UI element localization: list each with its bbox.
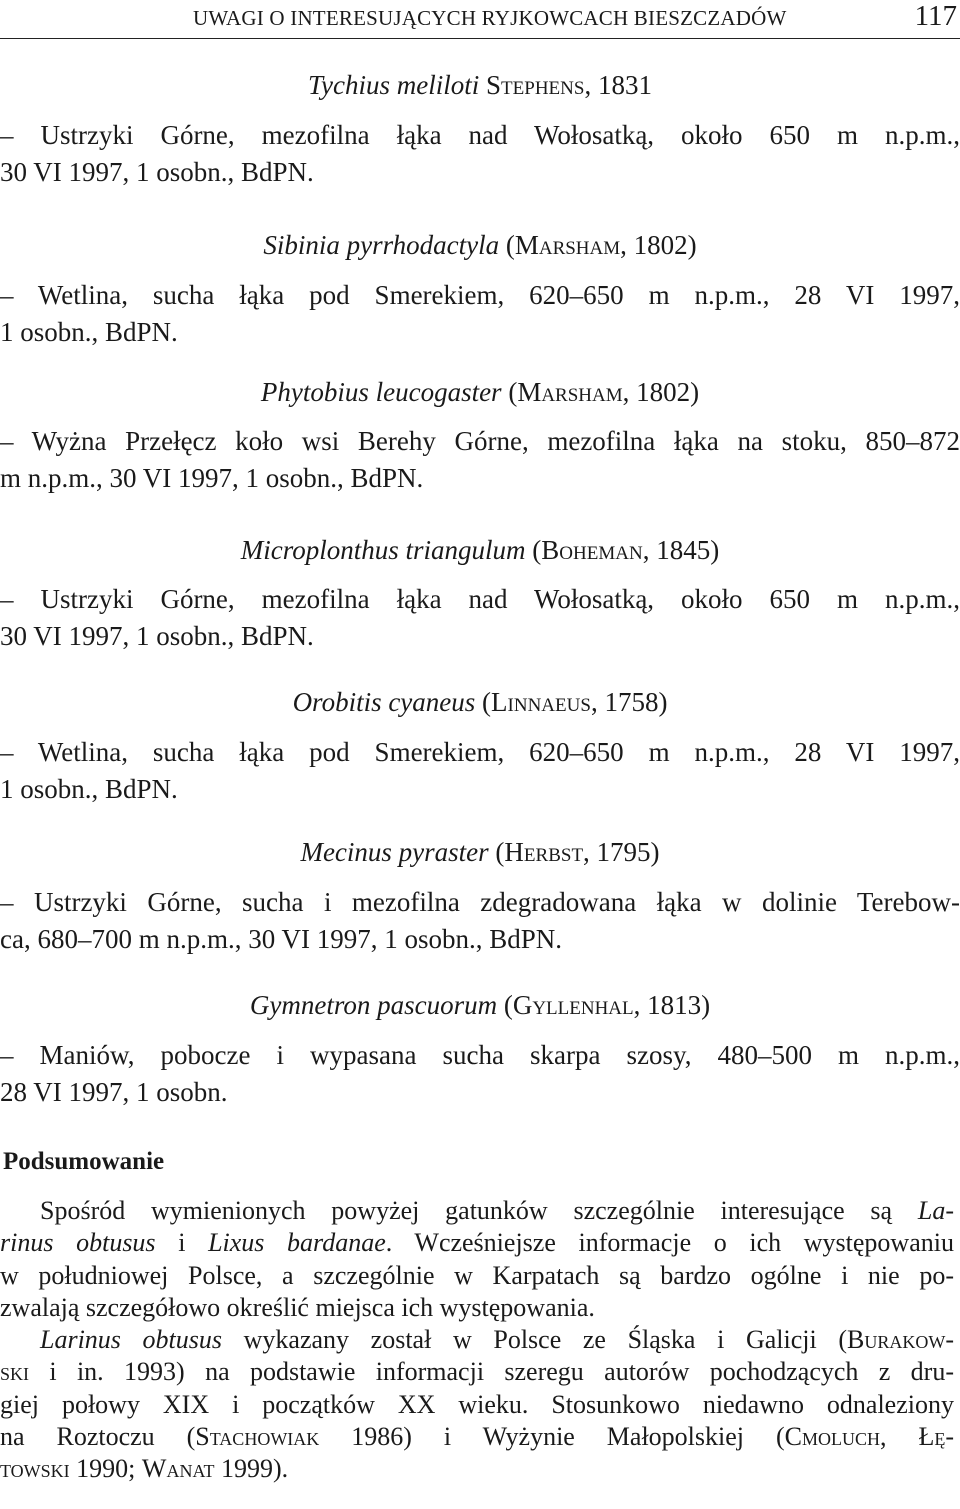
record-line: – Ustrzyki Górne, mezofilna łąka nad Wołosatką, około 650 m n.p.m., xyxy=(0,584,960,614)
species-name: Mecinus pyraster xyxy=(300,837,489,867)
species-author: Stephens xyxy=(486,70,585,100)
paragraph-line xyxy=(0,1453,954,1485)
record-line: ca, 680–700 m n.p.m., 30 VI 1997, 1 osobn., BdPN. xyxy=(0,924,563,954)
summary-paragraph-1 xyxy=(0,1195,954,1324)
text-run: 1999). xyxy=(214,1454,289,1484)
record-line: – Ustrzyki Górne, mezofilna łąka nad Wołosatką, około 650 m n.p.m., xyxy=(0,120,960,150)
record xyxy=(0,117,960,191)
citation-author: Cmoluch xyxy=(784,1421,880,1451)
text-run: na Roztoczu ( xyxy=(0,1421,196,1451)
text-run: i xyxy=(155,1228,209,1258)
paragraph-line xyxy=(0,1227,954,1259)
record-line: m n.p.m., 30 VI 1997, 1 osobn., BdPN. xyxy=(0,463,424,493)
running-head-title: UWAGI O INTERESUJĄCYCH RYJKOWCACH BIESZCZADÓW xyxy=(193,6,787,30)
species-heading: Gymnetron pascuorum (Gyllenhal, 1813) xyxy=(249,990,711,1020)
species-name: Microplonthus triangulum xyxy=(240,535,526,565)
page-number: 117 xyxy=(914,0,957,32)
citation-author: Wanat xyxy=(141,1454,215,1484)
species-heading: Microplonthus triangulum (Boheman, 1845) xyxy=(240,535,720,565)
record xyxy=(0,423,960,497)
paragraph-line xyxy=(0,1195,954,1227)
species-year: , 1845) xyxy=(642,535,720,565)
species-ref: Lixus bardanae xyxy=(208,1228,386,1258)
species-author: Marsham xyxy=(514,230,621,260)
text-run: wykazany został w Polsce ze Śląska i Galicji ( xyxy=(222,1325,847,1354)
text-run: . Wcześniejsze informacje o ich występowaniu xyxy=(385,1228,954,1258)
species-heading: Mecinus pyraster (Herbst, 1795) xyxy=(300,837,660,867)
citation-author: Łę- xyxy=(918,1421,954,1451)
text-run: , xyxy=(880,1421,919,1451)
species-heading: Sibinia pyrrhodactyla (Marsham, 1802) xyxy=(263,230,697,260)
record xyxy=(0,884,960,958)
species-year: , 1802) xyxy=(620,230,697,260)
species-year: , 1758) xyxy=(590,687,668,717)
citation-author: Burakow- xyxy=(847,1325,954,1354)
record xyxy=(0,277,960,351)
species-name: Phytobius leucogaster xyxy=(260,377,502,407)
record-line: – Maniów, pobocze i wypasana sucha skarpa szosy, 480–500 m n.p.m., xyxy=(0,1040,960,1070)
text-run: Spośród wymienionych powyżej gatunków szczególnie interesujące są xyxy=(40,1196,918,1225)
paragraph-line xyxy=(0,1324,954,1356)
record xyxy=(0,581,960,655)
species-heading xyxy=(0,70,960,101)
species-year: , 1831 xyxy=(584,70,652,100)
species-author: Gyllenhal xyxy=(512,990,634,1020)
record-line: 1 osobn., BdPN. xyxy=(0,774,178,804)
record-line: – Wetlina, sucha łąka pod Smerekiem, 620–650 m n.p.m., 28 VI 1997, xyxy=(0,737,960,767)
species-author: Marsham xyxy=(517,377,623,407)
species-author: Herbst xyxy=(504,837,584,867)
record xyxy=(0,734,960,808)
record-line: 1 osobn., BdPN. xyxy=(0,317,178,347)
species-heading: Phytobius leucogaster (Marsham, 1802) xyxy=(260,377,700,407)
running-head xyxy=(0,0,960,39)
species-author: Boheman xyxy=(541,535,643,565)
record-line: 30 VI 1997, 1 osobn., BdPN. xyxy=(0,157,314,187)
species-ref: La- xyxy=(917,1196,954,1225)
paragraph-line xyxy=(0,1421,954,1453)
species-ref: rinus obtusus xyxy=(0,1228,156,1258)
record-line: – Wyżna Przełęcz koło wsi Berehy Górne, mezofilna łąka na stoku, 850–872 xyxy=(0,426,960,456)
section-heading: Podsumowanie xyxy=(3,1148,165,1175)
paragraph-line: w południowej Polsce, a szczególnie w Karpatach są bardzo ogólne i nie po- xyxy=(0,1260,954,1290)
species-name: Sibinia pyrrhodactyla xyxy=(263,230,500,260)
text-run: 1986) i Wyżynie Małopolskiej ( xyxy=(319,1421,785,1451)
record-line: – Wetlina, sucha łąka pod Smerekiem, 620–650 m n.p.m., 28 VI 1997, xyxy=(0,280,960,310)
species-year: , 1795) xyxy=(583,837,660,867)
species-year: , 1813) xyxy=(633,990,711,1020)
text-run: 1990; xyxy=(69,1454,142,1484)
record-line: 28 VI 1997, 1 osobn. xyxy=(0,1077,228,1107)
record-line: 30 VI 1997, 1 osobn., BdPN. xyxy=(0,621,314,651)
citation-author: Stachowiak xyxy=(195,1421,320,1451)
record-line: – Ustrzyki Górne, sucha i mezofilna zdegradowana łąka w dolinie Terebow- xyxy=(0,887,960,917)
paragraph-line: zwalają szczegółowo określić miejsca ich występowania. xyxy=(0,1292,595,1322)
species-name: Tychius meliloti xyxy=(308,70,480,100)
species-year: , 1802) xyxy=(622,377,700,407)
species-name: Gymnetron pascuorum xyxy=(249,990,498,1020)
summary-paragraph-2 xyxy=(0,1324,954,1485)
record xyxy=(0,1037,960,1111)
citation-author: towski xyxy=(0,1454,70,1484)
paragraph-line: giej połowy XIX i początków XX wieku. Stosunkowo niedawno odnaleziony xyxy=(0,1389,954,1419)
species-author: Linnaeus xyxy=(491,687,591,717)
species-name: Orobitis cyaneus xyxy=(292,687,476,717)
species-heading: Orobitis cyaneus (Linnaeus, 1758) xyxy=(292,687,668,717)
text-run: i in. 1993) na podstawie informacji szeregu autorów pochodzących z dru- xyxy=(29,1357,954,1387)
citation-author: ski xyxy=(0,1357,30,1387)
paragraph-line xyxy=(0,1356,954,1388)
species-ref: Larinus obtusus xyxy=(40,1325,223,1354)
